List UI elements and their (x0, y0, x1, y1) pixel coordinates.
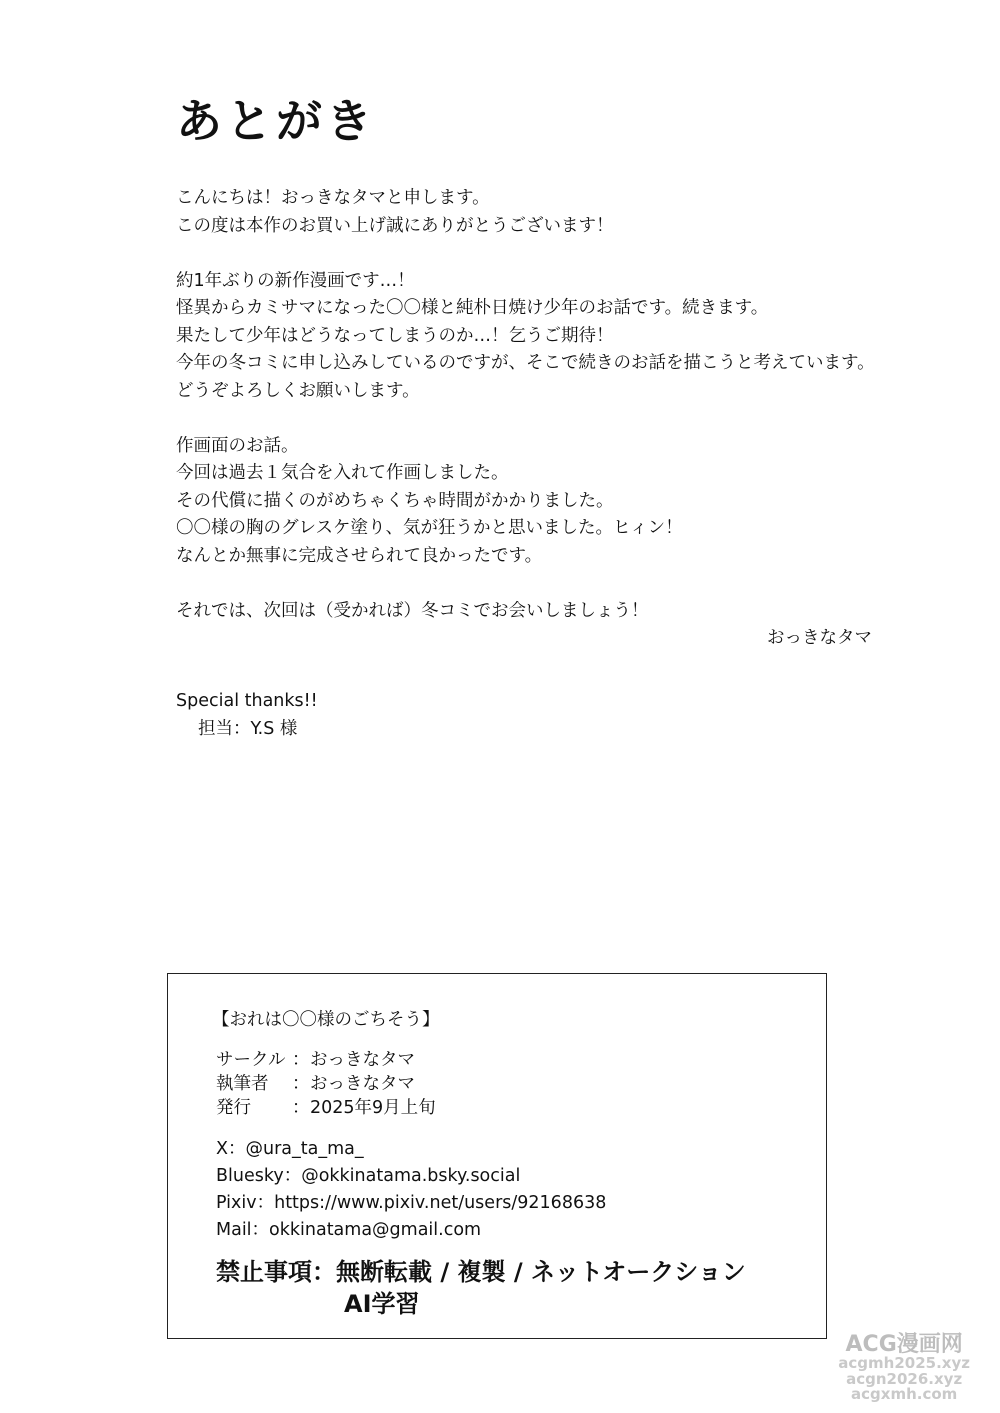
info-separator: ： (292, 1098, 310, 1118)
info-row-published (216, 1096, 436, 1120)
site-watermark (838, 1333, 970, 1403)
watermark-main: ACG漫画网 (845, 1331, 963, 1357)
afterword-title: あとがき (176, 94, 376, 148)
thanks-entry: 担当：Y.S 様 (198, 718, 298, 739)
prohibited-notice (216, 1256, 746, 1320)
contact-bluesky: Bluesky：@okkinatama.bsky.social (216, 1166, 521, 1186)
info-label: サークル (216, 1050, 286, 1070)
prohibited-line: AI学習 (344, 1290, 420, 1318)
special-thanks (176, 688, 318, 743)
art-line: なんとか無事に完成させられて良かったです。 (176, 545, 543, 566)
watermark-url: acgn2026.xyz (846, 1369, 963, 1388)
info-value: おっきなタマ (310, 1074, 415, 1094)
watermark-url: acgmh2025.xyz (838, 1353, 970, 1372)
contact-mail: Mail：okkinatama@gmail.com (216, 1220, 482, 1240)
info-row-author (216, 1072, 436, 1096)
contact-pixiv: Pixiv：https://www.pixiv.net/users/92168638 (216, 1193, 607, 1213)
greeting-line: こんにちは！おっきなタマと申します。 (176, 188, 490, 208)
info-separator: ： (292, 1074, 310, 1094)
info-row-circle (216, 1048, 436, 1072)
story-line: 果たして少年はどうなってしまうのか…！乞うご期待！ (176, 325, 614, 346)
paragraph-gap (176, 240, 936, 268)
paragraph-gap (176, 570, 936, 598)
prohibited-line: 禁止事項：無断転載 / 複製 / ネットオークション (216, 1258, 746, 1286)
info-value: おっきなタマ (310, 1050, 415, 1070)
story-line: 今年の冬コミに申し込みしているのですが、そこで続きのお話を描こうと考えています。 (176, 353, 875, 373)
info-label: 執筆者 (216, 1074, 269, 1094)
art-line: その代償に描くのがめちゃくちゃ時間がかかりました。 (176, 490, 614, 511)
info-value: 2025年9月上旬 (310, 1098, 436, 1118)
colophon-box (167, 973, 827, 1339)
closing-line: それでは、次回は（受かれば）冬コミでお会いしましょう！ (176, 600, 649, 621)
story-line: どうぞよろしくお願いします。 (176, 380, 420, 401)
publication-info (216, 1048, 436, 1120)
art-line: 今回は過去１気合を入れて作画しました。 (176, 463, 509, 483)
contact-list (216, 1136, 606, 1244)
art-line: 〇〇様の胸のグレスケ塗り、気が狂うかと思いました。ヒィン！ (176, 518, 683, 538)
afterword-body (176, 185, 936, 653)
art-line: 作画面のお話。 (176, 435, 299, 456)
info-label: 発行 (216, 1098, 251, 1118)
contact-x: X：@ura_ta_ma_ (216, 1139, 364, 1159)
author-signature: おっきなタマ (767, 628, 872, 648)
watermark-url: acgxmh.com (851, 1385, 958, 1404)
story-line: 約1年ぶりの新作漫画です…！ (176, 270, 415, 291)
thanks-heading: Special thanks!! (176, 691, 318, 711)
story-line: 怪異からカミサマになった〇〇様と純朴日焼け少年のお話です。続きます。 (176, 298, 769, 318)
info-separator: ： (292, 1050, 310, 1070)
paragraph-gap (176, 405, 936, 433)
work-title: 【おれは〇〇様のごちそう】 (212, 1010, 440, 1030)
greeting-line: この度は本作のお買い上げ誠にありがとうございます！ (176, 215, 614, 236)
